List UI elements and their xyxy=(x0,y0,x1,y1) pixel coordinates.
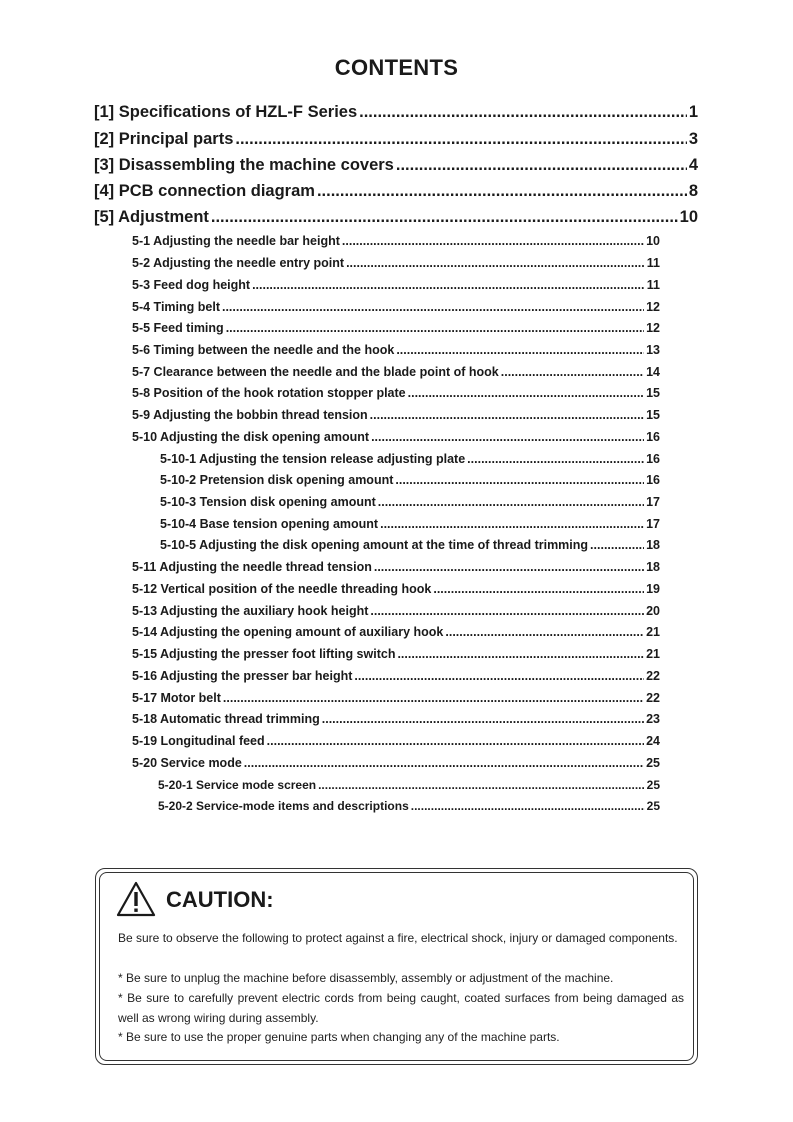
toc-page-number: 22 xyxy=(646,669,660,683)
toc-label: 5-10-5 Adjusting the disk opening amount at the time of thread trimming xyxy=(160,538,589,552)
toc-label: 5-16 Adjusting the presser bar height xyxy=(132,669,353,683)
toc-label: 5-15 Adjusting the presser foot lifting switch xyxy=(132,647,396,661)
toc-label: 5-10-4 Base tension opening amount xyxy=(160,517,379,531)
toc-page-number: 3 xyxy=(688,130,698,148)
toc-label: 5-10-1 Adjusting the tension release adjusting plate xyxy=(160,452,466,466)
toc-page-number: 23 xyxy=(646,712,660,726)
toc-label: 5-19 Longitudinal feed xyxy=(132,734,265,748)
dot-leader xyxy=(411,799,645,813)
toc-subsection[interactable] xyxy=(132,604,660,618)
dot-leader xyxy=(235,130,686,149)
toc-subsection[interactable] xyxy=(132,691,660,705)
dot-leader xyxy=(467,452,644,466)
toc-subsection[interactable] xyxy=(132,234,660,248)
toc-page-number: 24 xyxy=(646,734,660,748)
toc-label: 5-9 Adjusting the bobbin thread tension xyxy=(132,408,368,422)
toc-subsubsection[interactable] xyxy=(160,495,660,509)
toc-label: 5-3 Feed dog height xyxy=(132,278,251,292)
toc-subsection[interactable] xyxy=(132,408,660,422)
dot-leader xyxy=(374,560,644,574)
toc-label: 5-18 Automatic thread trimming xyxy=(132,712,320,726)
toc-subsection[interactable] xyxy=(132,321,660,335)
caution-item: * Be sure to carefully prevent electric cords from being caught, coated surfaces from being damaged as well as wrong wiring during assembly. xyxy=(118,991,684,1025)
dot-leader xyxy=(317,182,687,201)
toc-subsection[interactable] xyxy=(132,560,660,574)
dot-leader xyxy=(396,343,644,357)
dot-leader xyxy=(408,386,644,400)
toc-subsection[interactable] xyxy=(132,278,660,292)
toc-section-4[interactable] xyxy=(94,182,698,201)
dot-leader xyxy=(244,756,644,770)
toc-page-number: 15 xyxy=(646,408,660,422)
dot-leader xyxy=(445,625,644,639)
toc-subsection[interactable] xyxy=(132,300,660,314)
toc-label: [2] Principal parts xyxy=(94,130,234,148)
toc-subsection[interactable] xyxy=(132,712,660,726)
toc-subsection[interactable] xyxy=(132,669,660,683)
toc-label: 5-6 Timing between the needle and the hook xyxy=(132,343,395,357)
toc-label: 5-14 Adjusting the opening amount of auxiliary hook xyxy=(132,625,444,639)
dot-leader xyxy=(322,712,644,726)
dot-leader xyxy=(370,604,644,618)
toc-page-number: 12 xyxy=(646,321,660,335)
caution-item: * Be sure to use the proper genuine parts when changing any of the machine parts. xyxy=(118,1030,560,1044)
toc-label: 5-4 Timing belt xyxy=(132,300,220,314)
dot-leader xyxy=(378,495,644,509)
toc-label: 5-5 Feed timing xyxy=(132,321,224,335)
toc-page-number: 16 xyxy=(646,452,660,466)
dot-leader xyxy=(318,778,645,792)
toc-subsection[interactable] xyxy=(132,365,660,379)
dot-leader xyxy=(359,103,687,122)
dot-leader xyxy=(223,691,644,705)
dot-leader xyxy=(395,473,644,487)
page-title: CONTENTS xyxy=(334,55,459,80)
toc-page-number: 15 xyxy=(646,386,660,400)
toc-page-number: 16 xyxy=(646,473,660,487)
toc-label: 5-10-2 Pretension disk opening amount xyxy=(160,473,394,487)
toc-label: [1] Specifications of HZL-F Series xyxy=(94,103,358,121)
caution-title: CAUTION: xyxy=(166,887,274,912)
dot-leader xyxy=(342,234,644,248)
dot-leader xyxy=(397,647,644,661)
toc-page-number: 18 xyxy=(646,538,660,552)
toc-page-number: 13 xyxy=(646,343,660,357)
warning-triangle-icon xyxy=(116,881,156,917)
toc-section-3[interactable] xyxy=(94,156,698,175)
toc-page-number: 25 xyxy=(646,778,660,792)
toc-label: 5-1 Adjusting the needle bar height xyxy=(132,234,340,248)
toc-label: 5-20 Service mode xyxy=(132,756,242,770)
toc-label: [3] Disassembling the machine covers xyxy=(94,156,394,174)
toc-subsubsection[interactable] xyxy=(160,452,660,466)
dot-leader xyxy=(354,669,644,683)
toc-page-number: 21 xyxy=(646,647,660,661)
toc-page-number: 19 xyxy=(646,582,660,596)
dot-leader xyxy=(346,256,645,270)
dot-leader xyxy=(371,430,644,444)
caution-item: * Be sure to unplug the machine before disassembly, assembly or adjustment of the machine. xyxy=(118,971,614,985)
toc-page-number: 10 xyxy=(646,234,660,248)
caution-intro: Be sure to observe the following to protect against a fire, electrical shock, injury or damaged components. xyxy=(118,931,678,945)
toc-section-1[interactable] xyxy=(94,103,698,122)
toc-page-number: 8 xyxy=(688,182,698,200)
toc-subsection[interactable] xyxy=(132,343,660,357)
dot-leader xyxy=(433,582,644,596)
toc-label: 5-8 Position of the hook rotation stopper plate xyxy=(132,386,406,400)
toc-page-number: 17 xyxy=(646,495,660,509)
toc-page-number: 21 xyxy=(646,625,660,639)
toc-label: 5-11 Adjusting the needle thread tension xyxy=(132,560,372,574)
dot-leader xyxy=(590,538,644,552)
toc-page-number: 22 xyxy=(646,691,660,705)
toc-label: 5-12 Vertical position of the needle threading hook xyxy=(132,582,432,596)
toc-subsection[interactable] xyxy=(132,734,660,748)
toc-label: 5-20-2 Service-mode items and descriptions xyxy=(158,799,409,813)
toc-subsection[interactable] xyxy=(132,582,660,596)
toc-label: 5-13 Adjusting the auxiliary hook height xyxy=(132,604,369,618)
toc-page-number: 16 xyxy=(646,430,660,444)
toc-subsection[interactable] xyxy=(132,430,660,444)
toc-page-number: 11 xyxy=(646,278,660,292)
toc-subsubsection[interactable] xyxy=(158,778,660,792)
dot-leader xyxy=(222,300,644,314)
toc-label: 5-2 Adjusting the needle entry point xyxy=(132,256,345,270)
toc-subsubsection[interactable] xyxy=(160,473,660,487)
toc-subsubsection[interactable] xyxy=(160,517,660,531)
dot-leader xyxy=(267,734,644,748)
dot-leader xyxy=(252,278,645,292)
toc-label: 5-7 Clearance between the needle and the blade point of hook xyxy=(132,365,499,379)
toc-label: 5-10-3 Tension disk opening amount xyxy=(160,495,376,509)
toc-page-number: 1 xyxy=(688,103,698,121)
toc-label: 5-17 Motor belt xyxy=(132,691,221,705)
toc-label: 5-10 Adjusting the disk opening amount xyxy=(132,430,370,444)
toc-label: [4] PCB connection diagram xyxy=(94,182,315,200)
dot-leader xyxy=(211,208,678,227)
toc-page-number: 10 xyxy=(679,208,698,226)
toc-label: 5-20-1 Service mode screen xyxy=(158,778,317,792)
dot-leader xyxy=(380,517,644,531)
toc-subsection[interactable] xyxy=(132,256,660,270)
toc-subsubsection[interactable] xyxy=(158,799,660,813)
toc-page-number: 18 xyxy=(646,560,660,574)
toc-page-number: 12 xyxy=(646,300,660,314)
toc-page-number: 14 xyxy=(646,365,660,379)
dot-leader xyxy=(226,321,644,335)
toc-subsection[interactable] xyxy=(132,625,660,639)
dot-leader xyxy=(370,408,644,422)
dot-leader xyxy=(501,365,644,379)
toc-subsection[interactable] xyxy=(132,647,660,661)
caution-box xyxy=(95,868,698,1065)
toc-section-2[interactable] xyxy=(94,130,698,149)
toc-page-number: 4 xyxy=(688,156,698,174)
dot-leader xyxy=(396,156,687,175)
toc-label: [5] Adjustment xyxy=(94,208,209,226)
toc-page-number: 11 xyxy=(646,256,660,270)
toc-section-5[interactable] xyxy=(94,208,698,227)
toc-subsubsection[interactable] xyxy=(160,538,660,552)
toc-subsection[interactable] xyxy=(132,756,660,770)
toc-page-number: 17 xyxy=(646,517,660,531)
toc-subsection[interactable] xyxy=(132,386,660,400)
toc-page-number: 25 xyxy=(646,756,660,770)
toc-page-number: 20 xyxy=(646,604,660,618)
toc-page-number: 25 xyxy=(646,799,660,813)
